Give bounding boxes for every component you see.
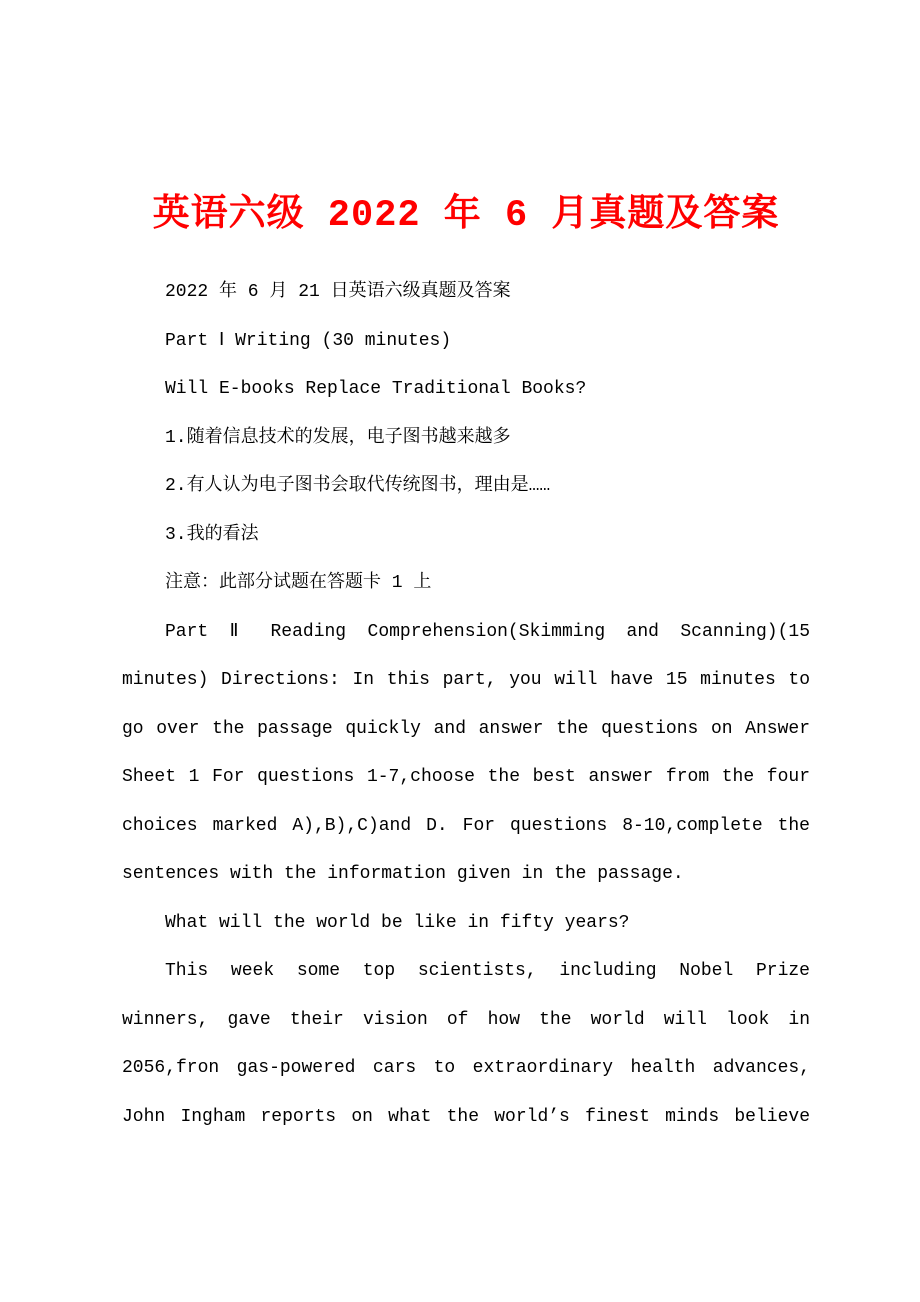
paragraph-line: 1.随着信息技术的发展，电子图书越来越多 bbox=[165, 427, 511, 448]
paragraph-line: What will the world be like in fifty years? bbox=[165, 912, 630, 933]
paragraph-line: go over the passage quickly and answer the questions on Answer bbox=[122, 718, 810, 739]
document-title: 英语六级 2022 年 6 月真题及答案 bbox=[152, 195, 780, 237]
paragraph-line: winners, gave their vision of how the world will look in bbox=[122, 1009, 810, 1030]
paragraph-line: This week some top scientists, including Nobel Prize bbox=[165, 961, 810, 981]
document-body bbox=[122, 268, 810, 1141]
paragraph-line: minutes) Directions: In this part, you will have 15 minutes to bbox=[122, 670, 810, 690]
paragraph-line: John Ingham reports on what the world’s finest minds believe bbox=[122, 1106, 810, 1127]
paragraph-line: choices marked A),B),C)and D. For questions 8-10,complete the bbox=[122, 815, 810, 836]
paragraph-line: sentences with the information given in the passage. bbox=[122, 864, 684, 884]
paragraph-line: 2056,fron gas-powered cars to extraordinary health advances, bbox=[122, 1058, 810, 1078]
paragraph-line: 2.有人认为电子图书会取代传统图书，理由是…… bbox=[165, 476, 551, 496]
paragraph-line: Will E-books Replace Traditional Books? bbox=[165, 379, 587, 399]
paragraph-line: Part Ⅱ Reading Comprehension(Skimming and Scanning)(15 bbox=[165, 621, 810, 642]
paragraph-line: 2022 年 6 月 21 日英语六级真题及答案 bbox=[165, 282, 511, 302]
paragraph-line: 3.我的看法 bbox=[165, 524, 259, 545]
paragraph-line: Part Ⅰ Writing (30 minutes) bbox=[165, 330, 452, 351]
paragraph-line: Sheet 1 For questions 1-7,choose the best answer from the four bbox=[122, 767, 810, 787]
paragraph-line: 注意：此部分试题在答题卡 1 上 bbox=[165, 573, 432, 593]
